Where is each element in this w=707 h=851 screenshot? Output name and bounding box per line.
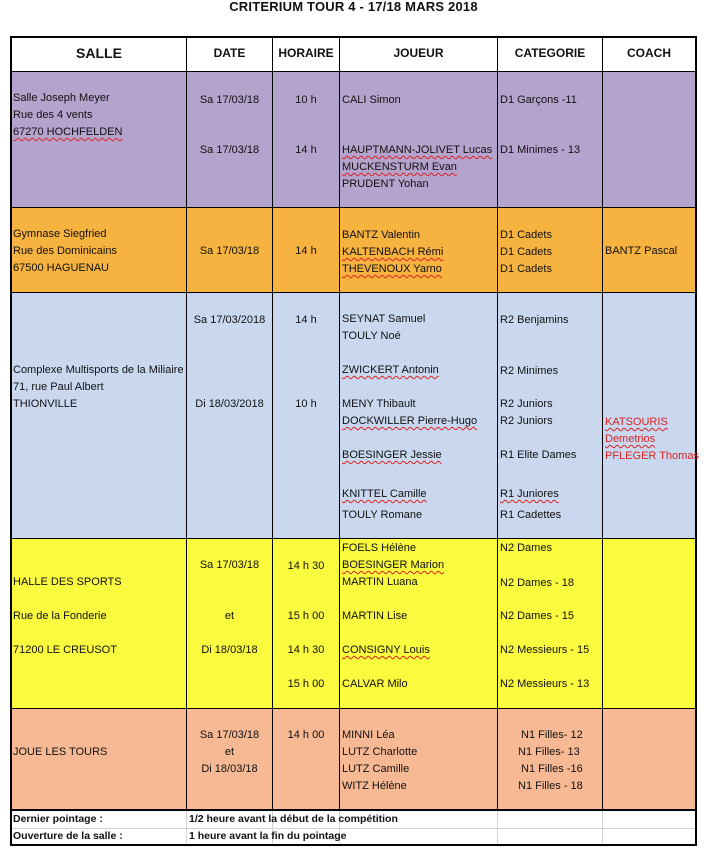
venue-name: JOUE LES TOURS	[13, 746, 108, 758]
venue-street: Rue de la Fonderie	[13, 610, 107, 622]
venue-city: 67500 HAGUENAU	[13, 262, 109, 274]
session-time: 10 h	[295, 398, 317, 410]
header-salle: SALLE	[76, 45, 122, 61]
player-category: R2 Juniors	[500, 398, 553, 410]
player-name: DOCKWILLER Pierre-Hugo	[342, 415, 478, 427]
session-date: et	[224, 610, 235, 622]
session-time: 14 h 30	[287, 644, 325, 656]
venue-street: 71, rue Paul Albert	[13, 381, 104, 393]
venue-name: HALLE DES SPORTS	[13, 576, 122, 588]
session-date: Sa 17/03/2018	[193, 314, 266, 326]
venue-city: THIONVILLE	[13, 398, 78, 410]
venue-name: Gymnase Siegfried	[13, 228, 107, 240]
session-date: Sa 17/03/18	[199, 245, 260, 257]
player-category: N2 Dames - 18	[500, 577, 574, 589]
session-time: 14 h	[295, 245, 317, 257]
page-title: CRITERIUM TOUR 4 - 17/18 MARS 2018	[229, 0, 478, 14]
player-name: TOULY Noé	[342, 330, 401, 342]
player-category: N2 Messieurs - 15	[500, 644, 590, 656]
player-name: TOULY Romane	[342, 509, 423, 521]
coach-name: PFLEGER Thomas	[605, 450, 699, 462]
player-category: N1 Filles- 12	[521, 729, 583, 741]
section-bg-joue	[10, 708, 696, 810]
player-category: N2 Messieurs - 13	[500, 678, 590, 690]
player-name: ZWICKERT Antonin	[342, 364, 439, 376]
player-name: PRUDENT Yohan	[342, 178, 429, 190]
player-name: CONSIGNY Louis	[342, 644, 430, 656]
venue-name: Complexe Multisports de la Miliaire	[13, 364, 184, 376]
player-name: MARTIN Luana	[342, 576, 418, 588]
session-time: 15 h 00	[287, 678, 325, 690]
session-time: 14 h	[295, 314, 317, 326]
coach-name: BANTZ Pascal	[605, 245, 678, 257]
session-time: 14 h 00	[287, 729, 325, 741]
player-name: HAUPTMANN-JOLIVET Lucas	[342, 144, 493, 156]
player-name: MARTIN Lise	[342, 610, 408, 622]
header-date: DATE	[213, 46, 246, 60]
session-date: Sa 17/03/18	[199, 94, 260, 106]
player-category: R2 Juniors	[500, 415, 553, 427]
player-category: R1 Cadettes	[500, 509, 562, 521]
player-name: KNITTEL Camille	[342, 488, 427, 500]
player-category: D1 Cadets	[500, 246, 552, 258]
venue-street: Rue des Dominicains	[13, 245, 117, 257]
session-time: 14 h 30	[287, 560, 325, 572]
session-time: 14 h	[295, 144, 317, 156]
player-name: KALTENBACH Rémi	[342, 246, 444, 258]
session-date: Di 18/03/18	[201, 763, 258, 775]
player-name: BOESINGER Jessie	[342, 449, 442, 461]
session-date: Sa 17/03/18	[199, 559, 260, 571]
header-categorie: CATEGORIE	[514, 46, 586, 60]
header-joueur: JOUEUR	[393, 46, 444, 60]
player-category: R2 Minimes	[500, 365, 559, 377]
player-name: MUCKENSTURM Evan	[342, 161, 457, 173]
player-category: N2 Dames	[500, 542, 552, 554]
player-name: WITZ Hélène	[342, 780, 407, 792]
session-date: Di 18/03/18	[201, 644, 258, 656]
venue-city: 71200 LE CREUSOT	[13, 644, 117, 656]
player-category: D1 Minimes - 13	[500, 144, 581, 156]
header-horaire: HORAIRE	[278, 46, 334, 60]
player-category: N1 Filles -16	[521, 763, 583, 775]
player-category: N1 Filles- 13	[518, 746, 580, 758]
player-name: LUTZ Camille	[342, 763, 410, 775]
session-time: 15 h 00	[287, 610, 325, 622]
venue-city: 67270 HOCHFELDEN	[13, 126, 123, 138]
footer-pointage-label: Dernier pointage :	[13, 813, 103, 825]
table-top-border	[10, 36, 697, 38]
venue-name: Salle Joseph Meyer	[13, 92, 110, 104]
player-category: R2 Benjamins	[500, 314, 569, 326]
footer-pointage-value: 1/2 heure avant la début de la compétition	[189, 813, 398, 825]
player-category: D1 Cadets	[500, 263, 552, 275]
player-name: MINNI Léa	[342, 729, 395, 741]
player-name: BOESINGER Marion	[342, 559, 445, 571]
coach-name: KATSOURIS	[605, 416, 668, 428]
player-name: MENY Thibault	[342, 398, 416, 410]
footer-ouverture-label: Ouverture de la salle :	[13, 830, 123, 842]
player-name: CALI Simon	[342, 94, 401, 106]
player-name: LUTZ Charlotte	[342, 746, 418, 758]
player-name: CALVAR Milo	[342, 678, 408, 690]
coach-name: Demetrios	[605, 433, 656, 445]
session-date: et	[224, 746, 235, 758]
player-name: THEVENOUX Yarno	[342, 263, 442, 275]
player-category: N2 Dames - 15	[500, 610, 574, 622]
player-name: SEYNAT Samuel	[342, 313, 426, 325]
player-category: R1 Juniores	[500, 488, 559, 500]
player-category: D1 Garçons -11	[500, 94, 577, 106]
player-category: N1 Filles - 18	[518, 780, 583, 792]
player-name: BANTZ Valentin	[342, 229, 421, 241]
session-date: Sa 17/03/18	[199, 144, 260, 156]
player-name: FOELS Hélène	[342, 542, 416, 554]
header-coach: COACH	[627, 46, 671, 60]
session-time: 10 h	[295, 94, 317, 106]
session-date: Sa 17/03/18	[199, 729, 260, 741]
session-date: Di 18/03/2018	[195, 398, 264, 410]
venue-street: Rue des 4 vents	[13, 109, 93, 121]
footer-ouverture-value: 1 heure avant la fin du pointage	[189, 830, 347, 842]
player-category: R1 Elite Dames	[500, 449, 577, 461]
player-category: D1 Cadets	[500, 229, 552, 241]
